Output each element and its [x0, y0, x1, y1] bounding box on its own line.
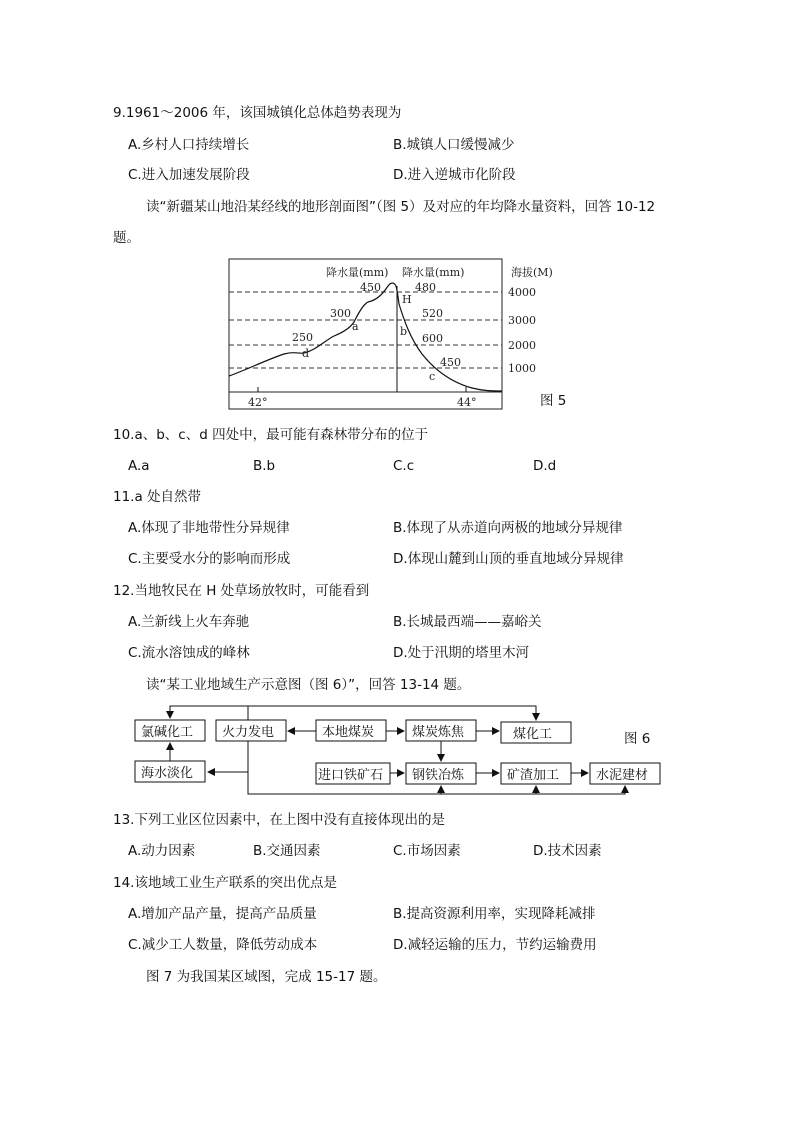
terrain-profile-curve [229, 283, 502, 391]
point-h-label: H [402, 293, 412, 306]
box-chlor-alkali-label: 氯碱化工 [141, 725, 194, 740]
q14-stem: 14.该地域工业生产联系的突出优点是 [113, 875, 337, 891]
box-local-coal-label: 本地煤炭 [322, 725, 375, 740]
altitude-header: 海拔(M) [511, 266, 553, 279]
precip-480: 480 [415, 281, 436, 294]
q11-option-a: A.体现了非地带性分异规律 [128, 520, 290, 536]
box-coal-chemical-label: 煤化工 [513, 727, 553, 742]
precip-450-right: 450 [440, 356, 461, 369]
q13-option-d: D.技术因素 [533, 843, 602, 859]
intro-15-17: 图 7 为我国某区域图，完成 15-17 题。 [146, 969, 387, 985]
q9-stem: 9.1961～2006 年，该国城镇化总体趋势表现为 [113, 105, 402, 121]
q11-option-d: D.体现山麓到山顶的垂直地域分异规律 [393, 551, 624, 567]
q13-stem: 13.下列工业区位因素中，在上图中没有直接体现出的是 [113, 812, 445, 828]
precip-600: 600 [422, 332, 443, 345]
q13-option-b: B.交通因素 [253, 843, 321, 859]
precip-header-left: 降水量(mm) [326, 266, 389, 279]
figure-6-industry-diagram [128, 700, 668, 804]
box-steel-label: 钢铁冶炼 [412, 768, 465, 783]
q14-option-a: A.增加产品产量，提高产品质量 [128, 906, 317, 922]
q12-option-b: B.长城最西端——嘉峪关 [393, 614, 542, 630]
box-slag-label: 矿渣加工 [507, 768, 560, 783]
point-a-label: a [352, 320, 359, 333]
point-d-label: d [302, 347, 310, 360]
point-b-label: b [400, 325, 408, 338]
q12-stem: 12.当地牧民在 H 处草场放牧时，可能看到 [113, 583, 370, 599]
precip-header-right: 降水量(mm) [402, 266, 465, 279]
q12-option-c: C.流水溶蚀成的峰林 [128, 645, 250, 661]
precip-300: 300 [330, 307, 351, 320]
box-thermal-power-label: 火力发电 [222, 725, 275, 740]
box-coking-label: 煤炭炼焦 [412, 725, 465, 740]
figure-5-terrain-profile [226, 256, 553, 412]
q14-option-c: C.减少工人数量，降低劳动成本 [128, 937, 318, 953]
x-label-42: 42° [248, 396, 268, 409]
precip-520: 520 [422, 307, 443, 320]
box-imported-ore-label: 进口铁矿石 [318, 768, 384, 783]
q10-option-b: B.b [253, 458, 276, 474]
intro-10-12-line1: 读“新疆某山地沿某经线的地形剖面图”（图 5）及对应的年均降水量资料，回答 10-12 [146, 199, 656, 215]
figure-5-caption: 图 5 [540, 393, 567, 409]
x-label-44: 44° [457, 396, 477, 409]
q13-option-c: C.市场因素 [393, 843, 461, 859]
q12-option-d: D.处于汛期的塔里木河 [393, 645, 530, 661]
box-cement-label: 水泥建材 [596, 768, 649, 783]
q9-option-d: D.进入逆城市化阶段 [393, 167, 516, 183]
precip-250: 250 [292, 331, 313, 344]
point-c-label: c [429, 370, 436, 383]
q11-option-b: B.体现了从赤道向两极的地域分异规律 [393, 520, 623, 536]
box-desalination-label: 海水淡化 [141, 766, 194, 781]
figure-6-caption: 图 6 [624, 731, 651, 747]
q14-option-b: B.提高资源利用率，实现降耗减排 [393, 906, 596, 922]
q10-option-c: C.c [393, 458, 415, 474]
alt-tick-2000: 2000 [508, 339, 536, 352]
q12-option-a: A.兰新线上火车奔驰 [128, 614, 250, 630]
arrow-power-to-chlor [170, 706, 248, 720]
q10-option-d: D.d [533, 458, 557, 474]
arrow-power-to-coalchem [248, 706, 536, 720]
q9-option-b: B.城镇人口缓慢减少 [393, 137, 515, 153]
alt-tick-1000: 1000 [508, 362, 536, 375]
q10-stem: 10.a、b、c、d 四处中，最可能有森林带分布的位于 [113, 427, 429, 443]
q13-option-a: A.动力因素 [128, 843, 196, 859]
intro-10-12-line2: 题。 [113, 230, 140, 246]
q9-option-c: C.进入加速发展阶段 [128, 167, 250, 183]
q9-option-a: A.乡村人口持续增长 [128, 137, 250, 153]
alt-tick-4000: 4000 [508, 286, 536, 299]
precip-450-left: 450 [360, 281, 381, 294]
q11-option-c: C.主要受水分的影响而形成 [128, 551, 291, 567]
q10-option-a: A.a [128, 458, 150, 474]
alt-tick-3000: 3000 [508, 314, 536, 327]
q14-option-d: D.减轻运输的压力，节约运输费用 [393, 937, 597, 953]
q11-stem: 11.a 处自然带 [113, 489, 202, 505]
intro-13-14: 读“某工业地域生产示意图（图 6）”，回答 13-14 题。 [146, 677, 471, 693]
